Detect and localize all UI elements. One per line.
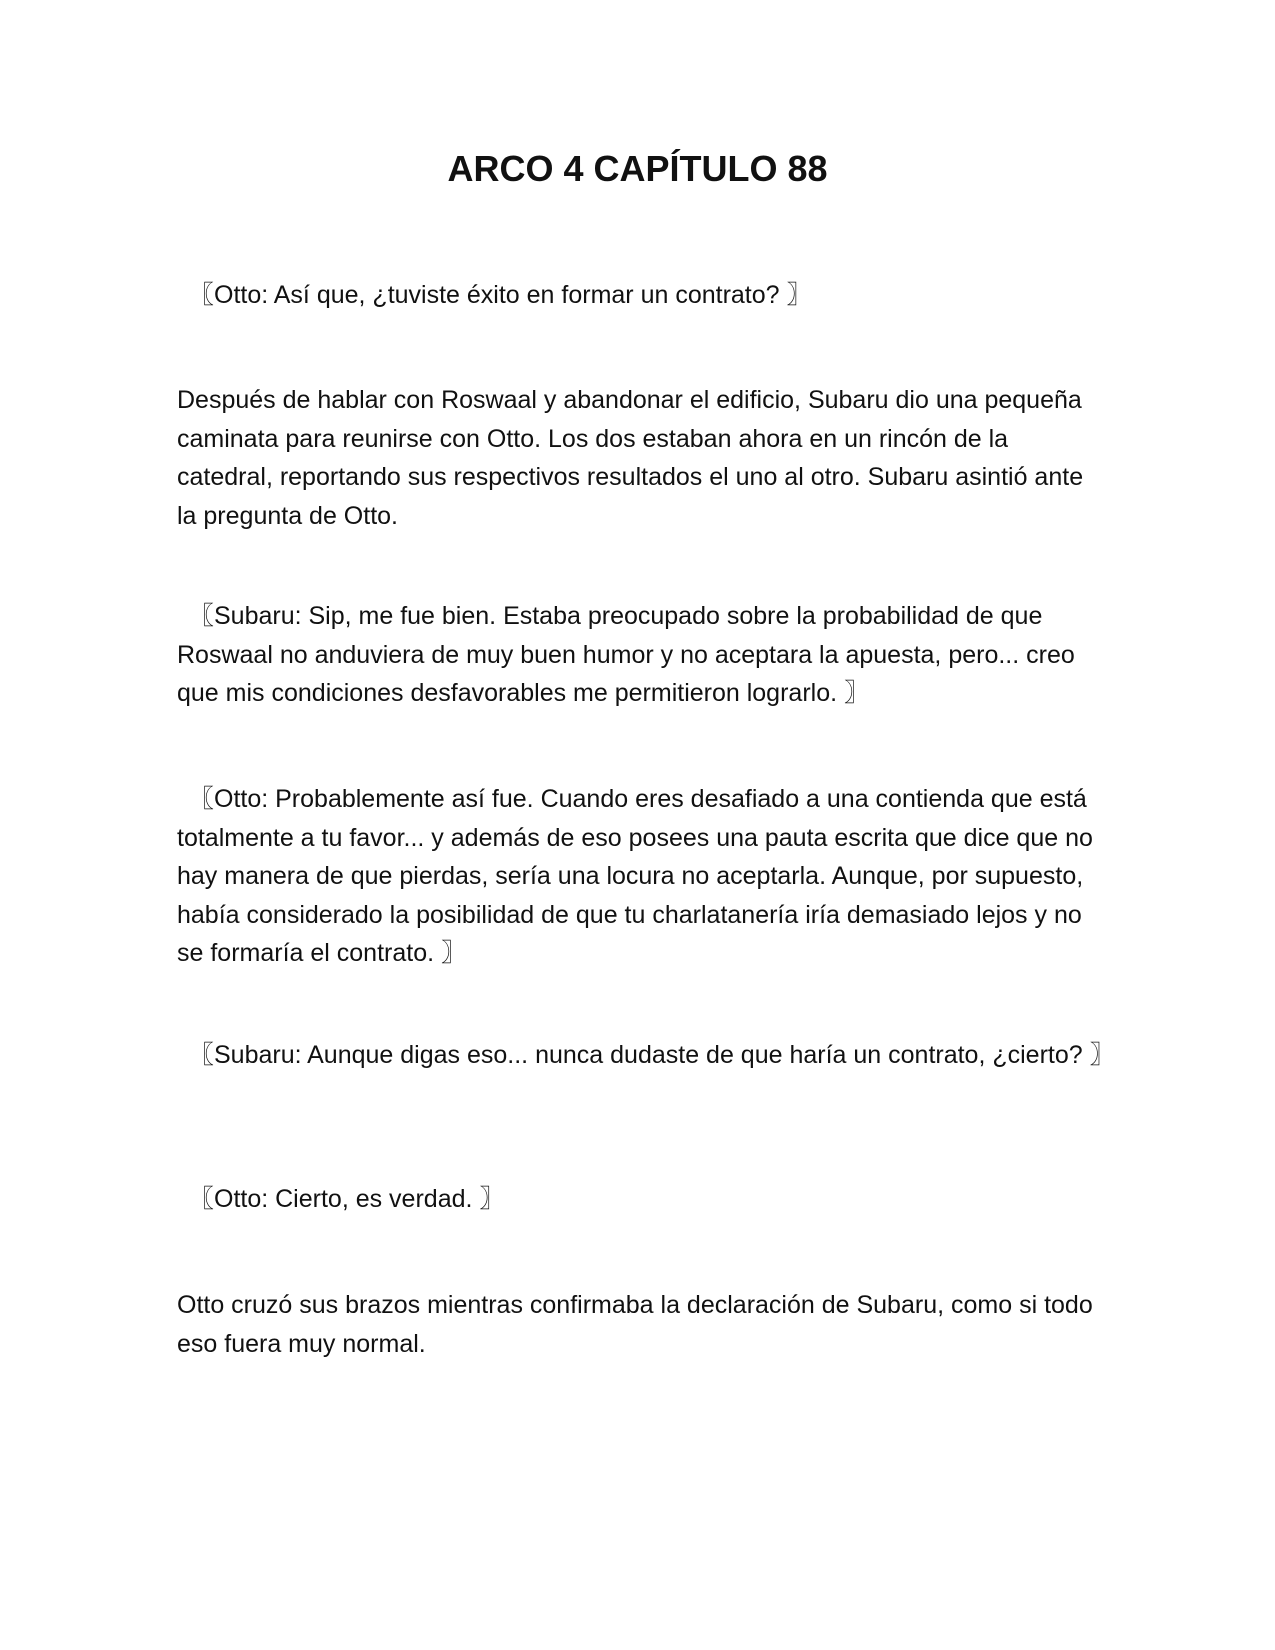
paragraph-dialogue: 〖Subaru: Sip, me fue bien. Estaba preocupado sobre la probabilidad de que Roswaal no anduviera de muy buen humor y no aceptara la apuesta, pero... creo que mis condiciones desfavorables me permitieron lograrlo. 〗 bbox=[177, 602, 1075, 707]
paragraph-narration: Otto cruzó sus brazos mientras confirmaba la declaración de Subaru, como si todo eso fuera muy normal. bbox=[177, 1291, 1093, 1358]
chapter-title: ARCO 4 CAPÍTULO 88 bbox=[447, 148, 828, 189]
paragraph-dialogue: 〖Otto: Así que, ¿tuviste éxito en formar un contrato? 〗 bbox=[189, 281, 812, 309]
paragraph-dialogue: 〖Otto: Probablemente así fue. Cuando eres desafiado a una contienda que está totalmente a tu favor... y además de eso posees una pauta escrita que dice que no hay manera de que pierdas, sería una locura no aceptarla. Aunque, por supuesto, había considerado la posibilidad de que tu charlatanería iría demasiado lejos y no se formaría el contrato. 〗 bbox=[177, 785, 1093, 967]
paragraph-narration: Después de hablar con Roswaal y abandonar el edificio, Subaru dio una pequeña caminata para reunirse con Otto. Los dos estaban ahora en un rincón de la catedral, reportando sus respectivos resultados el uno al otro. Subaru asintió ante la pregunta de Otto. bbox=[177, 386, 1084, 530]
paragraph-dialogue: 〖Subaru: Aunque digas eso... nunca dudaste de que haría un contrato, ¿cierto? 〗 bbox=[189, 1041, 1115, 1069]
paragraph-dialogue: 〖Otto: Cierto, es verdad. 〗 bbox=[189, 1185, 505, 1213]
